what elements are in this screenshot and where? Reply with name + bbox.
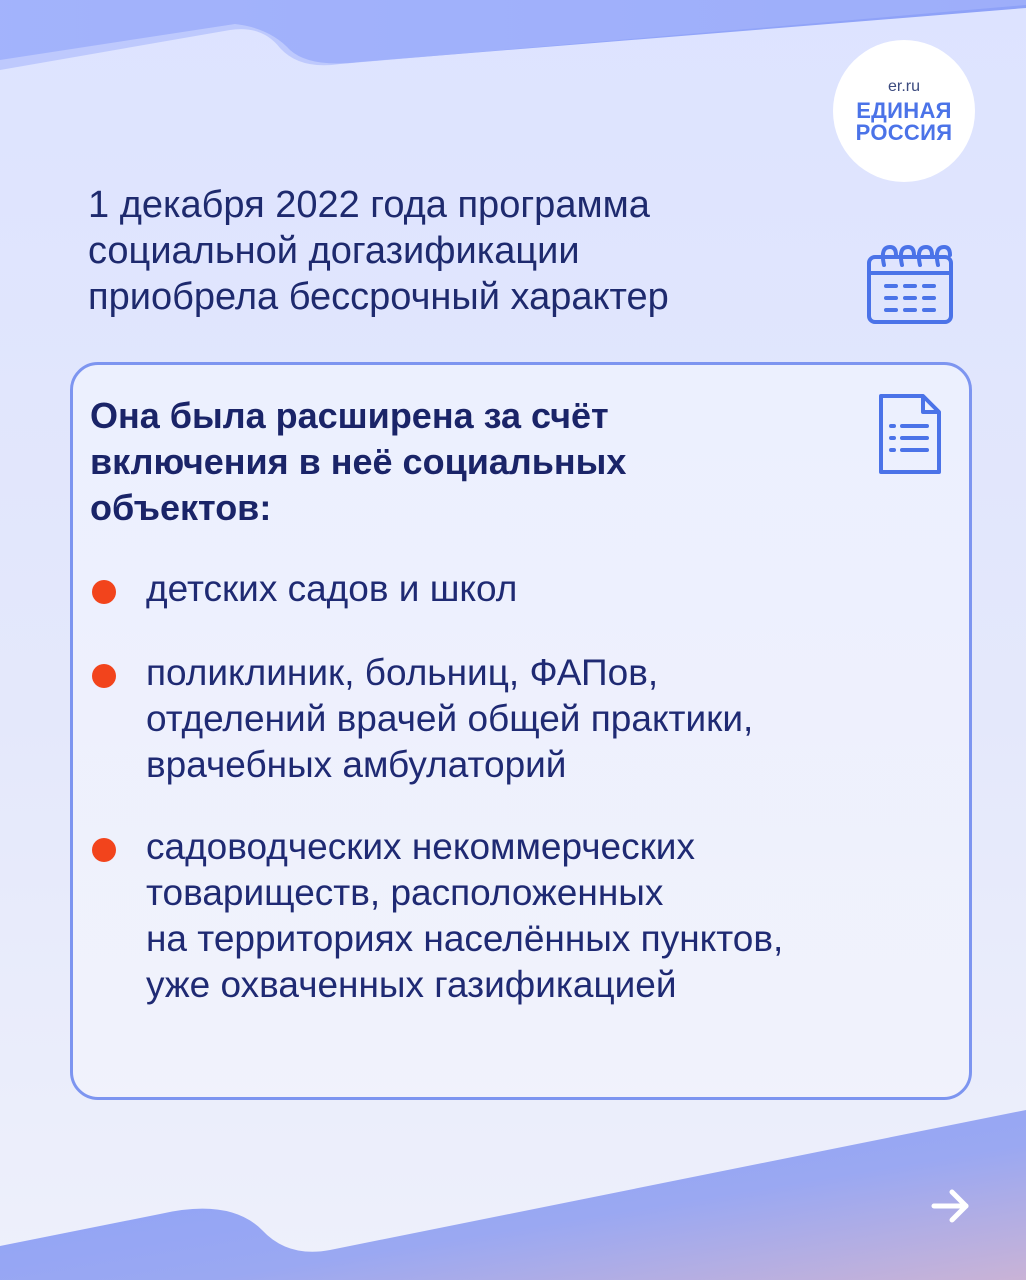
bullet-dot <box>92 838 116 862</box>
card-title-line: включения в неё социальных <box>90 441 627 482</box>
logo-name-line: ЕДИНАЯ <box>856 98 952 123</box>
list-item-line: товариществ, расположенных <box>146 872 664 913</box>
list-item-line: отделений врачей общей практики, <box>146 698 754 739</box>
list-item <box>146 566 926 612</box>
logo-party-name <box>856 100 953 144</box>
card-title-line: Она была расширена за счёт <box>90 395 609 436</box>
card-title <box>90 393 790 531</box>
headline-line: социальной догазификации <box>88 230 580 272</box>
headline <box>88 182 828 320</box>
calendar-icon <box>866 243 954 325</box>
card-title-line: объектов: <box>90 487 272 528</box>
arrow-right-icon[interactable] <box>930 1186 972 1226</box>
list-item-line: на территориях населённых пунктов, <box>146 918 784 959</box>
list-item-line: детских садов и школ <box>146 568 518 609</box>
list-item-line: садоводческих некоммерческих <box>146 826 695 867</box>
list-item-line: уже охваченных газификацией <box>146 964 677 1005</box>
list-item <box>146 824 926 1008</box>
document-icon <box>878 393 942 475</box>
party-logo[interactable] <box>833 40 975 182</box>
bullet-dot <box>92 580 116 604</box>
list-item <box>146 650 926 788</box>
list-item-line: врачебных амбулаторий <box>146 744 567 785</box>
bullet-dot <box>92 664 116 688</box>
logo-name-line: РОССИЯ <box>855 120 953 145</box>
list-item-line: поликлиник, больниц, ФАПов, <box>146 652 659 693</box>
logo-site-url: er.ru <box>887 78 920 95</box>
headline-line: приобрела бессрочный характер <box>88 276 669 318</box>
headline-line: 1 декабря 2022 года программа <box>88 184 650 226</box>
